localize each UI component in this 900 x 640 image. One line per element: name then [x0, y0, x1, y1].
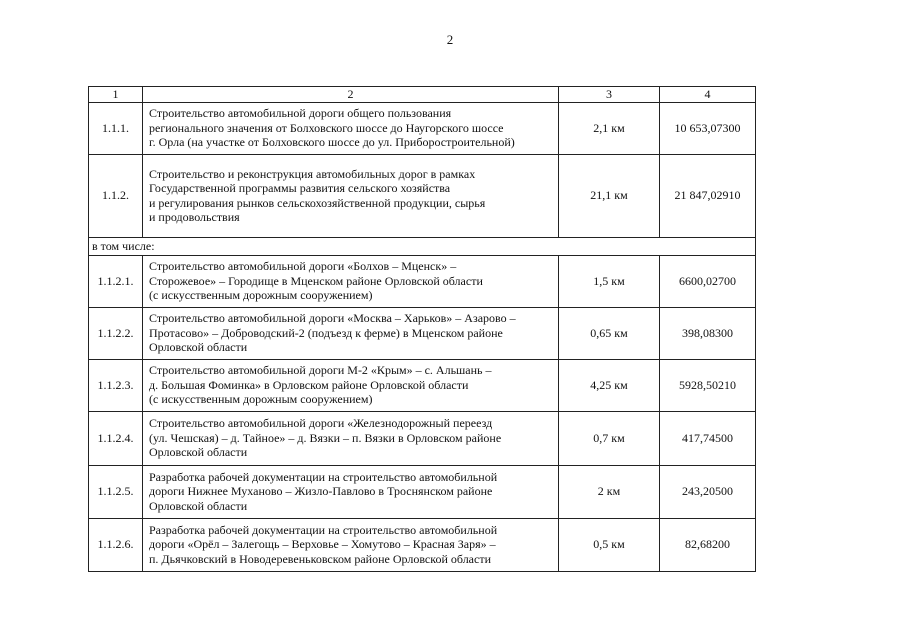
header-cell-3: 3 — [559, 87, 660, 103]
description-line: Строительство автомобильной дороги М-2 «Крым» – с. Альшань – — [149, 363, 492, 378]
road-construction-table — [88, 86, 756, 572]
page-number: 2 — [446, 32, 454, 47]
row-number: 1.1.2.2. — [89, 307, 143, 359]
row-description — [143, 154, 559, 237]
row-length: 2 км — [559, 465, 660, 518]
header-cell-1: 1 — [89, 87, 143, 103]
row-length: 1,5 км — [559, 255, 660, 307]
table-row — [89, 102, 756, 154]
description-line: Орловской области — [149, 498, 248, 513]
description-line: Протасово» – Доброводский-2 (подъезд к ферме) в Мценском районе — [149, 325, 503, 340]
table-row — [89, 307, 756, 359]
description-line: Разработка рабочей документации на строительство автомобильной — [149, 522, 498, 537]
row-cost: 417,74500 — [660, 411, 756, 465]
description-line: Строительство автомобильной дороги «Москва – Харьков» – Азарово – — [149, 311, 516, 326]
row-cost: 21 847,02910 — [660, 154, 756, 237]
description-line: д. Большая Фоминка» в Орловском районе Орловской области — [149, 377, 469, 392]
description-line: (с искусственным дорожным сооружением) — [149, 392, 373, 407]
description-line: Строительство и реконструкция автомобильных дорог в рамках — [149, 166, 476, 181]
row-number: 1.1.2. — [89, 154, 143, 237]
description-line: Сторожевое» – Городище в Мценском районе Орловской области — [149, 273, 483, 288]
description-line: Строительство автомобильной дороги «Болхов – Мценск» – — [149, 259, 457, 274]
table-row — [89, 465, 756, 518]
row-description — [143, 411, 559, 465]
description-line: Строительство автомобильной дороги общего пользования — [149, 106, 452, 121]
description-line: Орловской области — [149, 340, 248, 355]
subheader-label: в том числе: — [89, 237, 756, 255]
row-number: 1.1.2.6. — [89, 518, 143, 571]
row-length: 0,7 км — [559, 411, 660, 465]
description-line: регионального значения от Болховского шоссе до Наугорского шоссе — [149, 120, 504, 135]
table-header-row — [89, 87, 756, 103]
table-row — [89, 411, 756, 465]
description-line: Разработка рабочей документации на строительство автомобильной — [149, 469, 498, 484]
row-description — [143, 359, 559, 411]
table-row — [89, 359, 756, 411]
row-cost: 82,68200 — [660, 518, 756, 571]
description-line: дороги «Орёл – Залегощь – Верховье – Хомутово – Красная Заря» – — [149, 537, 496, 552]
header-cell-4: 4 — [660, 87, 756, 103]
description-line: дороги Нижнее Муханово – Жизло-Павлово в Троснянском районе — [149, 484, 493, 499]
description-line: п. Дьячковский в Новодеревеньковском районе Орловской области — [149, 551, 491, 566]
row-cost: 398,08300 — [660, 307, 756, 359]
row-description — [143, 102, 559, 154]
description-line: Орловской области — [149, 445, 248, 460]
row-description — [143, 518, 559, 571]
row-length: 0,65 км — [559, 307, 660, 359]
description-line: (ул. Чешская) – д. Тайное» – д. Вязки – п. Вязки в Орловском районе — [149, 430, 502, 445]
row-description — [143, 465, 559, 518]
row-cost: 243,20500 — [660, 465, 756, 518]
description-line: Строительство автомобильной дороги «Железнодорожный переезд — [149, 416, 493, 431]
description-line: и продовольствия — [149, 210, 240, 224]
table-row — [89, 518, 756, 571]
row-cost: 5928,50210 — [660, 359, 756, 411]
row-description — [143, 307, 559, 359]
table-row — [89, 154, 756, 237]
description-line: и регулирования рынков сельскохозяйственной продукции, сырья — [149, 195, 486, 210]
description-line: (с искусственным дорожным сооружением) — [149, 288, 373, 303]
row-number: 1.1.2.3. — [89, 359, 143, 411]
row-description — [143, 255, 559, 307]
subheader-row — [89, 237, 756, 255]
row-length: 21,1 км — [559, 154, 660, 237]
row-number: 1.1.1. — [89, 102, 143, 154]
row-number: 1.1.2.5. — [89, 465, 143, 518]
row-number: 1.1.2.4. — [89, 411, 143, 465]
header-cell-2: 2 — [143, 87, 559, 103]
description-line: г. Орла (на участке от Болховского шоссе до ул. Приборостроительной) — [149, 135, 515, 150]
row-length: 4,25 км — [559, 359, 660, 411]
row-length: 2,1 км — [559, 102, 660, 154]
row-cost: 6600,02700 — [660, 255, 756, 307]
description-line: Государственной программы развития сельского хозяйства — [149, 181, 451, 195]
table-row — [89, 255, 756, 307]
row-length: 0,5 км — [559, 518, 660, 571]
row-cost: 10 653,07300 — [660, 102, 756, 154]
row-number: 1.1.2.1. — [89, 255, 143, 307]
